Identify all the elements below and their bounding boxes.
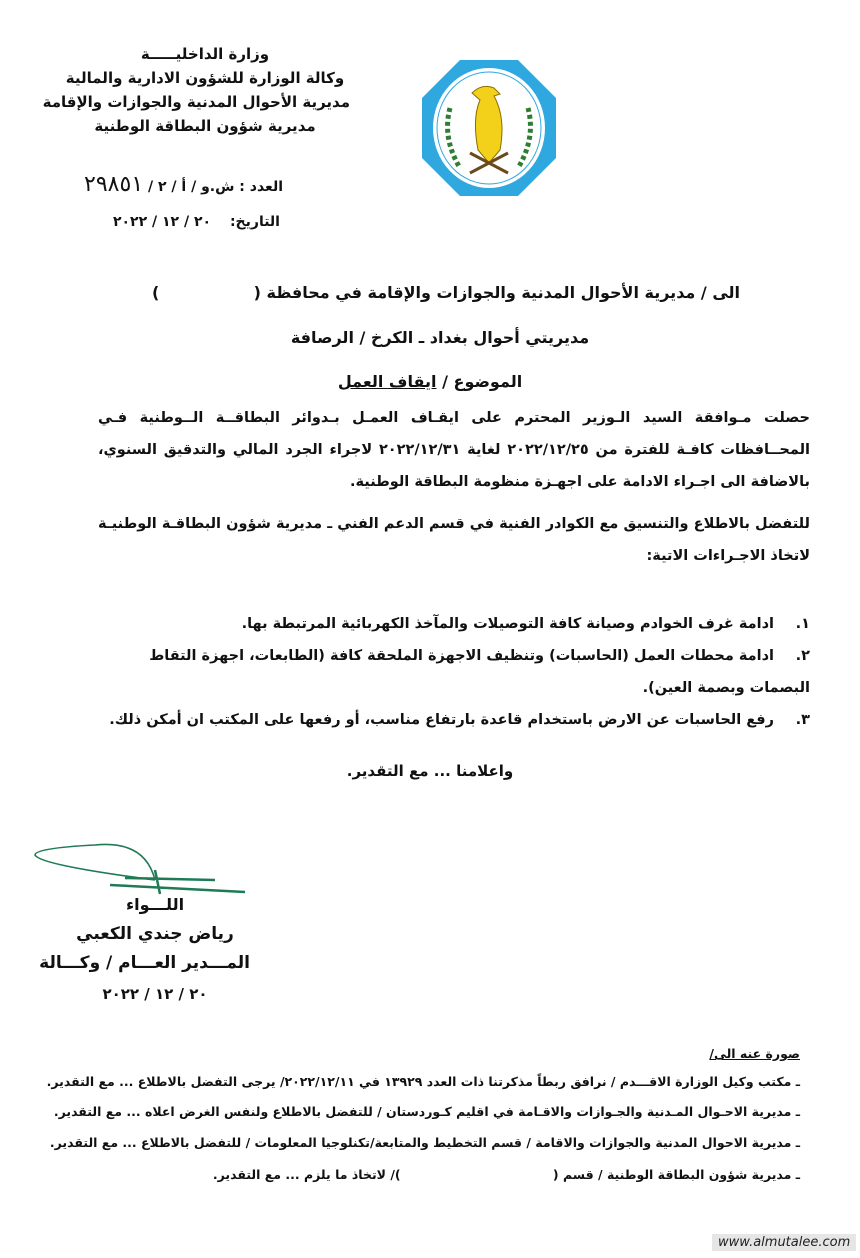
item-text: ادامة غرف الخوادم وصيانة كافة التوصيلات والمآخذ الكهربائية المرتبطة بها. [241,616,774,632]
recipient-line-1: الى / مديرية الأحوال المدنية والجوازات والإقامة في محافظة ( [253,283,740,302]
item-number: ١. [795,616,810,632]
signatory-title: المـــدير العـــام / وكـــالة [39,953,250,973]
letterhead [42,42,350,138]
signature-scribble [25,830,275,895]
body-paragraph-1: حصلت مـوافقة السيد الـوزير المحترم على ايقـاف العمـل بـدوائر البطاقــة الــوطنية فـي المحــافظات كافـة للفترة من ٢٠٢٢/١٢/٢٥ لغاية ٢٠٢٢/١٢/٣١ لاجراء الجرد المالي والتدقيق السنوي، بالاضافة الى اجـراء الادامة على اجهـزة منظومة البطاقة الوطنية. [98,410,810,490]
letterhead-ministry: وزارة الداخليـــــة [140,45,270,63]
cc-line: ـ مديرية الاحـوال المـدنية والجـوازات والاقـامة في اقليم كـوردستان / للتفضل بالاطلاع ولنفس الغرض اعلاه ... مع التقدير. [53,1104,800,1119]
cc-line: ـ مديرية شؤون البطاقة الوطنية / قسم ( )/ لاتخاذ ما يلزم ... مع التقدير. [212,1167,800,1182]
cc-line: ـ مكتب وكيل الوزارة الاقـــدم / نرافق ربطاً مذكرتنا ذات العدد ١٣٩٢٩ في ٢٠٢٢/١٢/١١/ يرجى التفضل بالاطلاع ... مع التقدير. [46,1074,800,1089]
cc-heading: صورة عنه الى/ [709,1046,800,1061]
cc-line: ـ مديرية الاحوال المدنية والجوازات والاقامة / قسم التخطيط والمتابعة/تكنلوجيا المعلومات / للتفضل بالاطلاع ... مع التقدير. [49,1135,800,1150]
body-paragraph-2: للتفضل بالاطلاع والتنسيق مع الكوادر الفنية في قسم الدعم الفني ـ مديرية شؤون البطاقـة الوطنيـة لاتخاذ الاجـراءات الاتية: [98,516,810,564]
action-item [98,704,810,736]
letter-body [98,402,810,780]
number-label: العدد : ش.و / أ / ٢ / [148,179,283,195]
recipient-line-2: مديريتي أحوال بغداد ـ الكرخ / الرصافة [290,328,590,347]
letterhead-agency: وكالة الوزارة للشؤون الادارية والمالية [65,69,345,87]
subject [0,372,860,391]
letter-date [113,214,280,230]
date-label: التاريخ: [229,214,280,230]
signature-date: ٢٠ / ١٢ / ٢٠٢٢ [102,985,208,1003]
action-item [98,608,810,640]
action-item [98,640,810,704]
letterhead-department: مديرية شؤون البطاقة الوطنية [94,117,316,135]
closing-line: واعلامنا ... مع التقدير. [346,762,514,780]
recipient-close-paren: ) [152,283,160,302]
number-handwritten: ٢٩٨٥١ [84,172,144,197]
date-value: ٢٠ / ١٢ / ٢٠٢٢ [112,214,212,230]
action-items [98,608,810,736]
item-text: ادامة محطات العمل (الحاسبات) وتنظيف الاجهزة الملحقة كافة (الطابعات، اجهزة التقاط البصمات وبصمة العين). [149,648,810,696]
letterhead-directorate: مديرية الأحوال المدنية والجوازات والإقامة [42,93,350,111]
signatory-name: رياض جندي الكعبي [76,924,234,944]
subject-value: ايقاف العمل [337,372,437,391]
signatory-rank: اللـــواء [125,895,185,914]
item-number: ٢. [795,648,810,664]
item-text: رفع الحاسبات عن الارض باستخدام قاعدة بارتفاع مناسب، أو رفعها على المكتب ان أمكن ذلك. [109,712,774,728]
watermark: www.almutalee.com [712,1234,856,1251]
subject-label: الموضوع / [442,372,523,391]
eagle-emblem-logo [420,58,558,198]
item-number: ٣. [795,712,810,728]
reference-number [84,172,283,197]
